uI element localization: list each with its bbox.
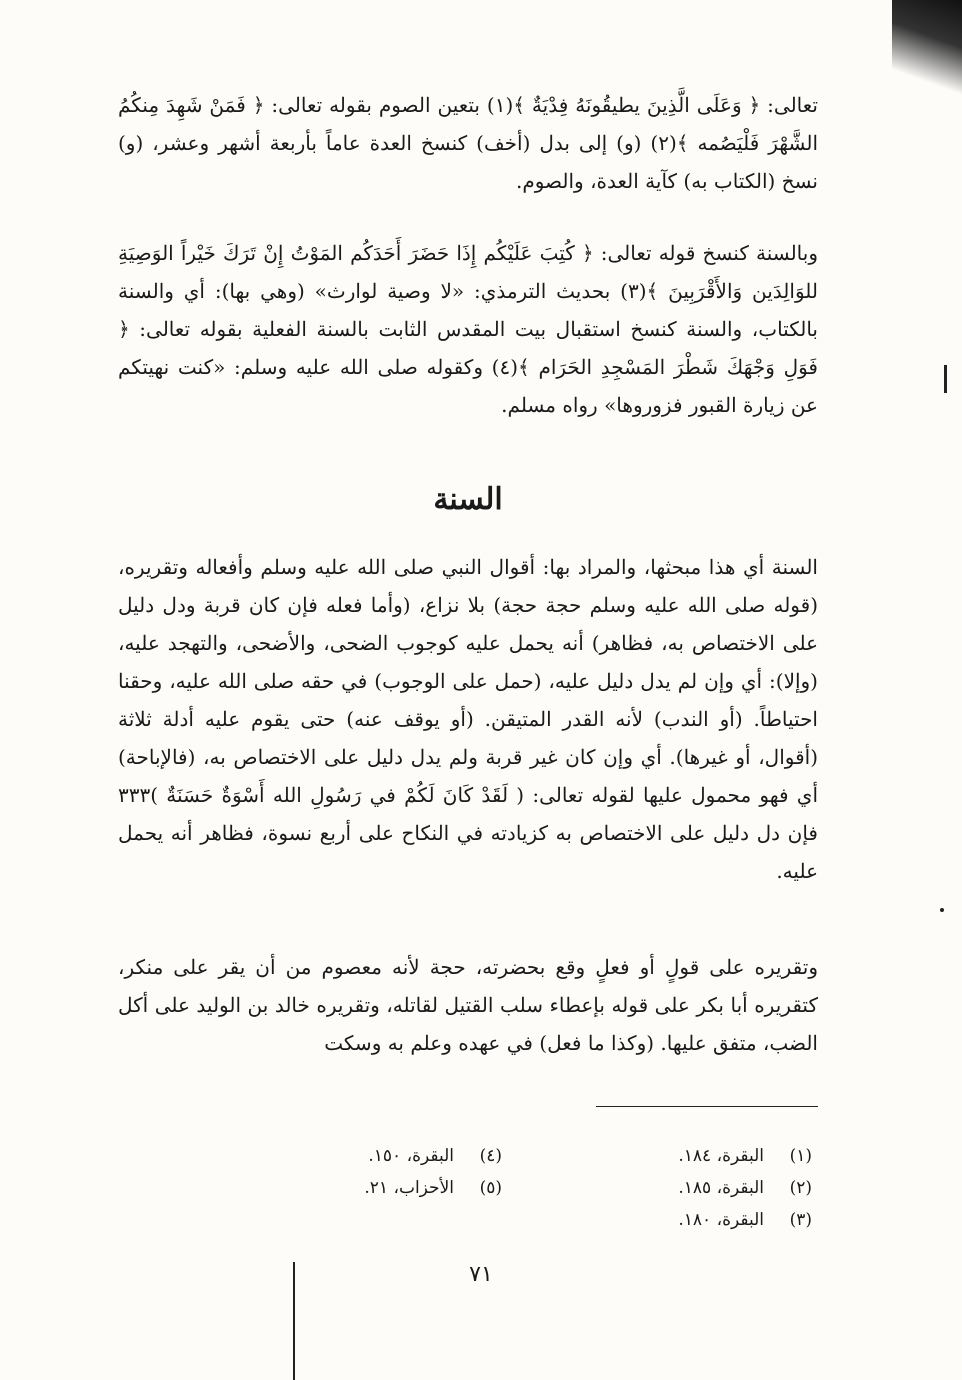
footnote-number: (٥) — [479, 1178, 502, 1198]
page-number: ٧١ — [469, 1262, 493, 1287]
paragraph-text: تعالى: ﴿ وَعَلَى الَّذِينَ يطيقُونَهُ فِدْيَةٌ ﴾(١) بتعين الصوم بقوله تعالى: ﴿ فَمَنْ شَهِدَ مِنكُمُ الشَّهْرَ فَلْيَصُمه ﴾(٢) (و) إلى بدل (أخف) كنسخ العدة عاماً بأربعة أشهر وعشر، (و) نسخ (الكتاب به) كآية العدة، والصوم. — [118, 93, 819, 193]
footnote-number: (٤) — [479, 1146, 502, 1166]
paragraph-text: السنة أي هذا مبحثها، والمراد بها: أقوال النبي صلى الله عليه وسلم وأفعاله وتقريره، (قوله صلى الله عليه وسلم حجة حجة) بلا نزاع، (وأما فعله فإن كان قربة ودل دليل على الاختصاص به، فظاهر) أنه يحمل عليه كوجوب الضحى، والأضحى، والتهجد عليه، (وإلا): أي وإن لم يدل دليل عليه، (حمل على الوجوب) في حقه صلى الله عليه، وحقنا احتياطاً. (أو الندب) لأنه القدر المتيقن. (أو يوقف عنه) حتى يقوم عليه أدلة ثلاثة (أقوال، أو غيرها). أي وإن كان غير قربة ولم يدل دليل على الاختصاص به، (فالإباحة) أي فهو محمول عليها لقوله تعالى: ( لَقَدْ كَانَ لَكُمْ في رَسُولِ الله أَسْوَةٌ حَسَنَةٌ )٣٣٣ فإن دل دليل على الاختصاص به كزيادته في النكاح على أربع نسوة، فظاهر أنه يحمل عليه. — [118, 555, 818, 883]
footnote-text: الأحزاب، ٢١. — [364, 1178, 454, 1198]
footnote-text: البقرة، ١٨٤. — [678, 1146, 764, 1166]
footnote-item — [612, 1204, 812, 1236]
paragraph-text: وتقريره على قولٍ أو فعلٍ وقع بحضرته، حجة لأنه معصوم من أن يقر على منكر، كتقريره أبا بكر على قوله بإعطاء سلب القتيل لقاتله، وتقريره خالد بن الوليد على أكل الضب، متفق عليها. (وكذا ما فعل) في عهده وعلم به وسكت — [118, 955, 818, 1055]
paragraph-text: وبالسنة كنسخ قوله تعالى: ﴿ كُتِبَ عَلَيْكُم إِذَا حَضَرَ أَحَدَكُم المَوْتُ إِنْ تَرَكَ خَيْراً الوَصِيَةِ للوَالِدَين وَالأَقْرَبِينَ ﴾(٣) بحديث الترمذي: «لا وصية لوارث» (وهي بها): أي والسنة بالكتاب، والسنة كنسخ استقبال بيت المقدس الثابت بالسنة الفعلية بقوله تعالى: ﴿ فَوَلِ وَجْهَكَ شَطْرَ المَسْجِدِ الحَرَام ﴾(٤) وكقوله صلى الله عليه وسلم: «كنت نهيتكم عن زيارة القبور فزوروها» رواه مسلم. — [118, 241, 818, 417]
footnote-text: البقرة، ١٥٠. — [368, 1146, 454, 1166]
scan-corner-shadow — [892, 0, 962, 110]
footnote-item — [612, 1140, 812, 1172]
footnote-number: (٢) — [789, 1178, 812, 1198]
footnote-item — [302, 1140, 502, 1172]
footnote-divider — [596, 1106, 818, 1107]
paragraph-taqrir — [118, 948, 818, 1062]
footnote-text: البقرة، ١٨٥. — [678, 1178, 764, 1198]
footnote-item — [612, 1172, 812, 1204]
scan-artifact-mark — [944, 365, 947, 393]
footnotes-column-right — [612, 1140, 812, 1236]
footnote-number: (١) — [789, 1146, 812, 1166]
paragraph-abrogation-lighter — [118, 86, 818, 200]
scan-artifact-line — [293, 1262, 295, 1380]
paragraph-sunnah-definition — [118, 548, 818, 890]
section-heading-sunnah: السنة — [433, 482, 503, 517]
footnotes-column-left — [302, 1140, 502, 1204]
footnote-number: (٣) — [789, 1210, 812, 1230]
paragraph-abrogation-by-sunnah — [118, 234, 818, 424]
footnote-text: البقرة، ١٨٠. — [678, 1210, 764, 1230]
footnote-item — [302, 1172, 502, 1204]
scan-artifact-dot — [940, 908, 944, 912]
